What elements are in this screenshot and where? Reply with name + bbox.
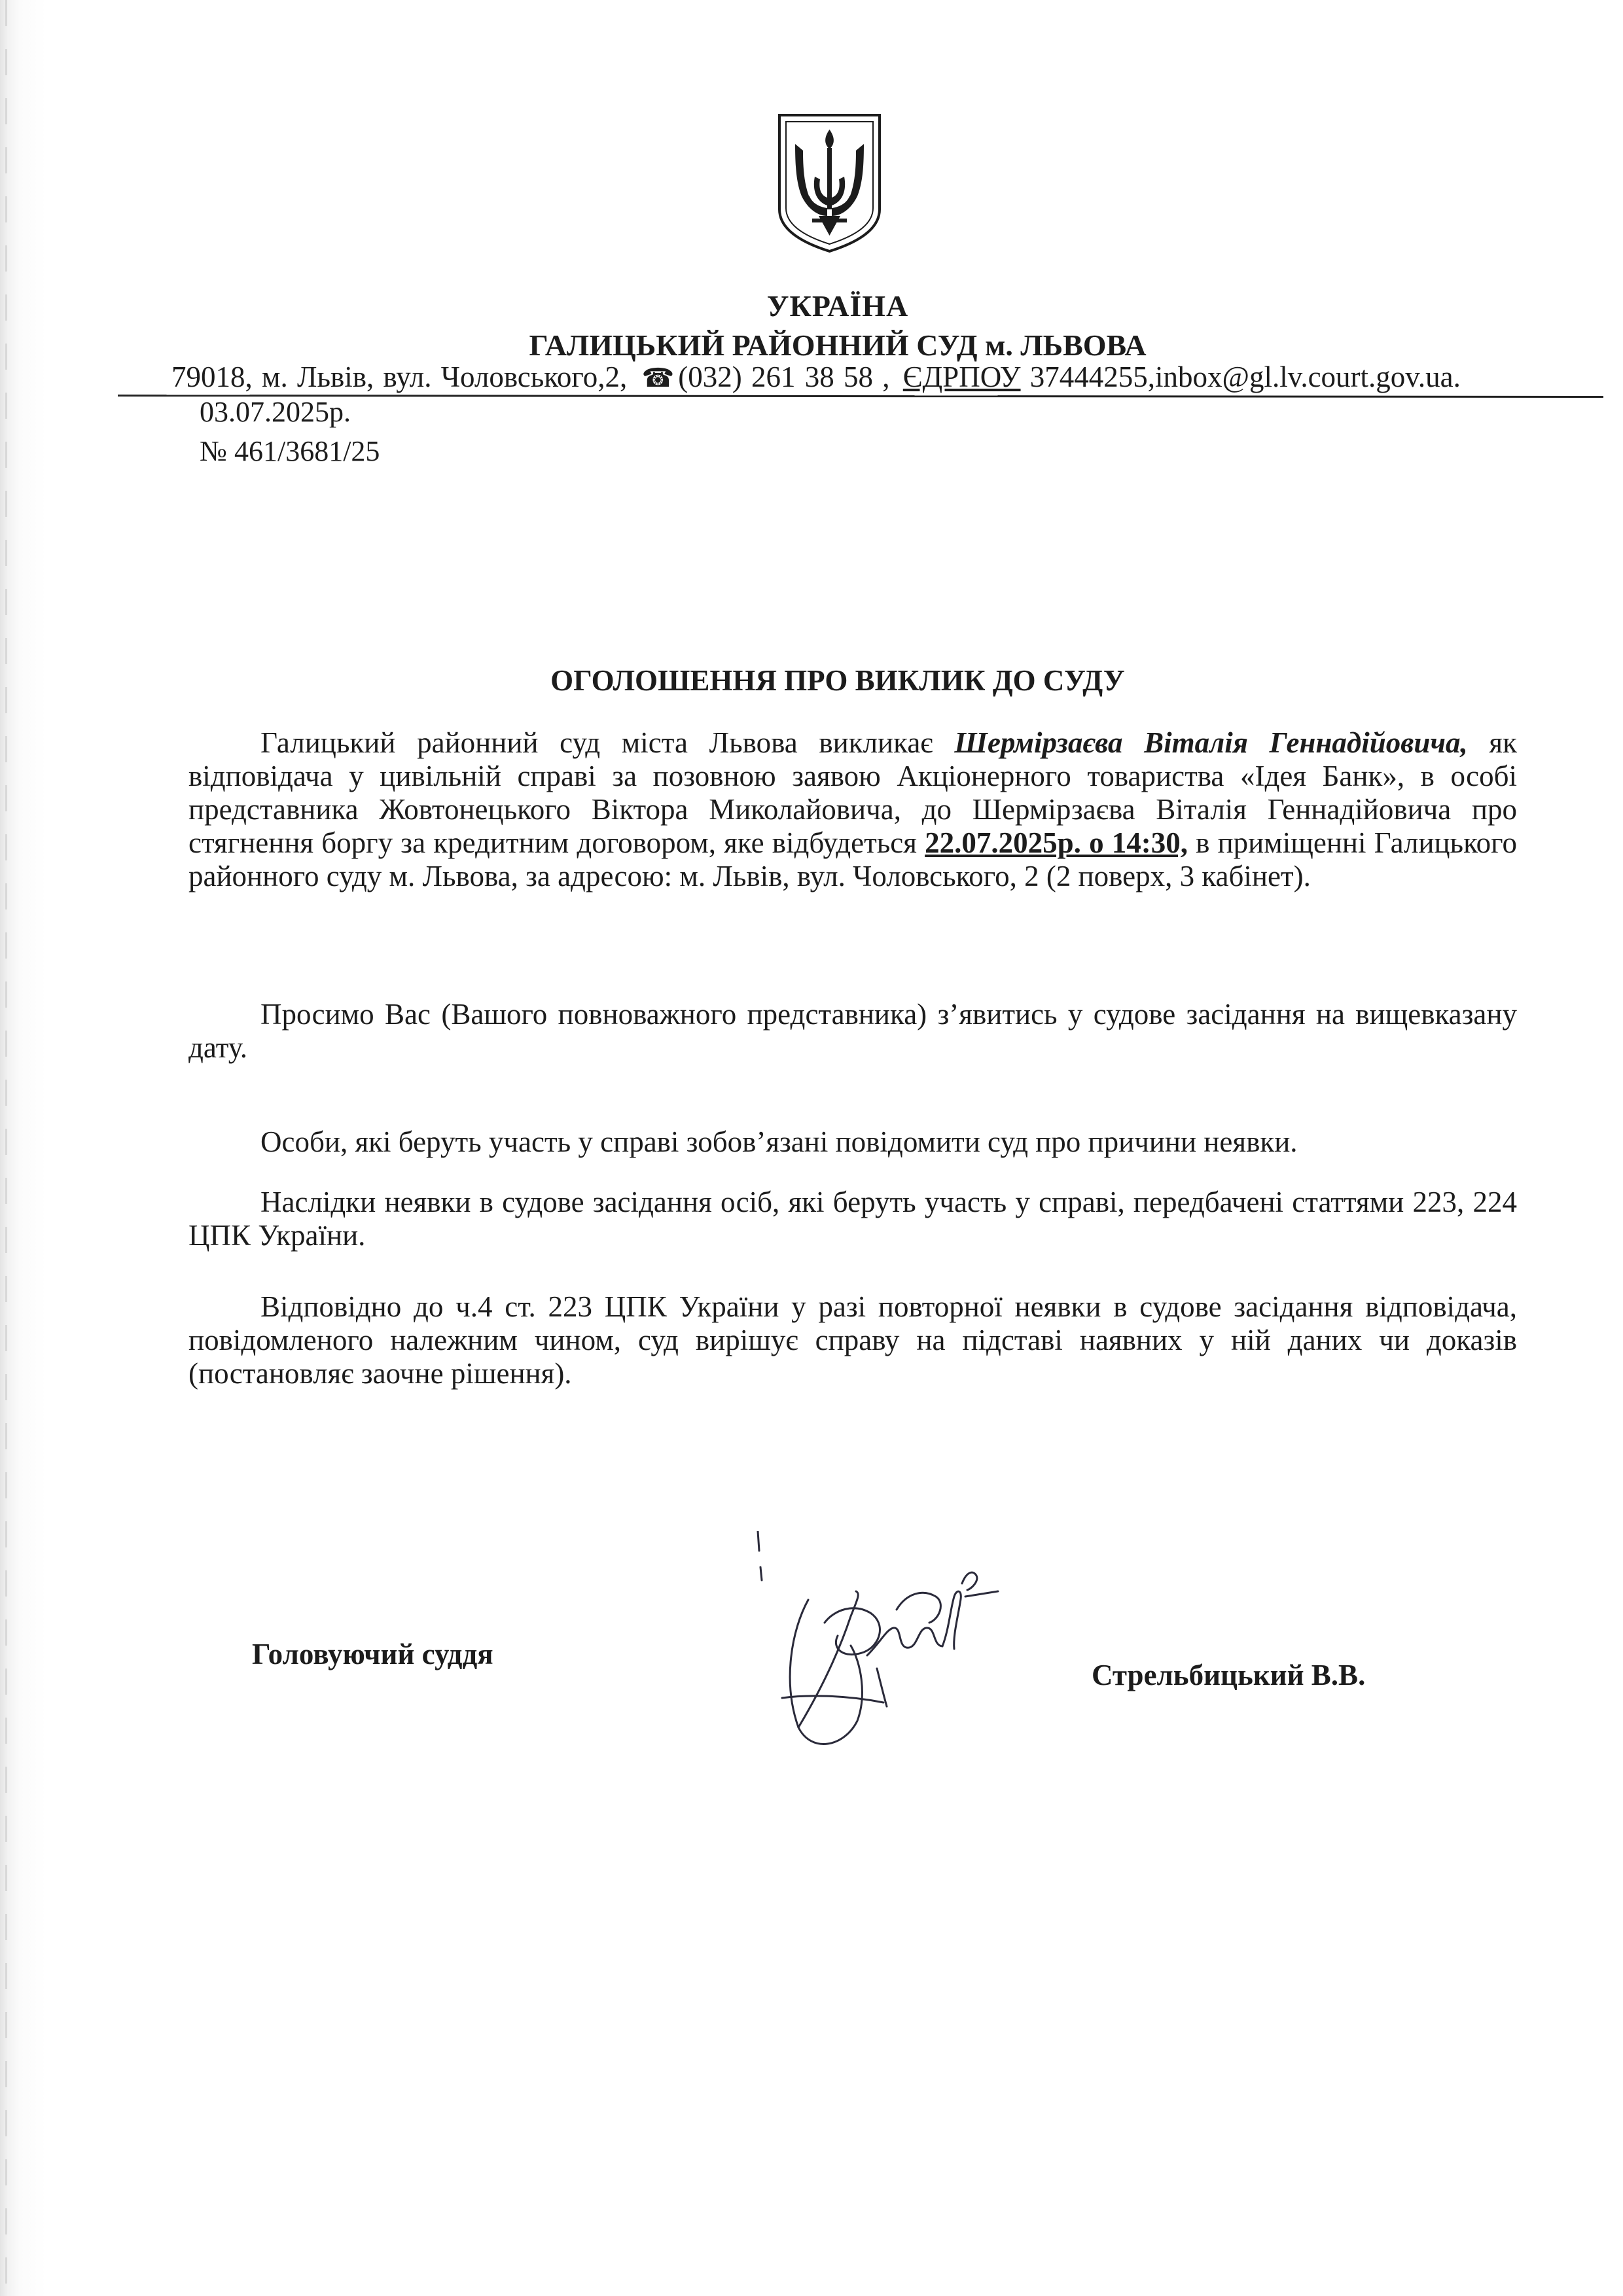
defendant-name: Шермірзаєва Віталія Геннадійовича, [954, 726, 1468, 759]
country-title: УКРАЇНА [766, 289, 909, 323]
notice-paragraph [188, 1125, 1517, 1159]
summons-paragraph [188, 726, 1517, 893]
summons-text-location: в приміщенні Галицького районного суду м. Львова, за адресою: м. Львів, вул. Чоловського, 2 (2 поверх, 3 кабінет). [188, 826, 1517, 892]
default-judgment-text: Відповідно до ч.4 ст. 223 ЦПК України у разі повторної неявки в судове засідання відповідача, повідомленого належним чином, суд вирішує справу на підставі наявних у ній даних чи доказів (постановляє заочне рішення). [188, 1290, 1517, 1390]
summons-text-case: як відповідача у цивільній справі за позовною заявою Акціонерного товариства «Ідея Банк», в особі представника Жовтонецького Віктора Миколайовича, до Шермірзаєва Віталія Геннадійовича про стягнення боргу за кредитним договором, яке відбудеться [188, 726, 1517, 859]
telephone-icon: ☎ [641, 363, 675, 393]
request-text: Просимо Вас (Вашого повноважного представника) з’явитись у судове засідання на вищевказану дату. [188, 998, 1517, 1064]
request-paragraph [188, 998, 1517, 1065]
court-phone: (032) 261 38 58 , [678, 361, 890, 393]
handwritten-signature [746, 1531, 1001, 1773]
coat-of-arms-emblem [776, 111, 883, 255]
document-date: 03.07.2025р. [200, 396, 351, 428]
consequences-paragraph [188, 1186, 1517, 1252]
summons-text-intro: Галицький районний суд міста Львова викликає [260, 726, 955, 759]
court-address: 79018, м. Львів, вул. Чоловського,2, [171, 361, 628, 393]
judge-name: Стрельбицький В.В. [1092, 1659, 1366, 1691]
judge-role: Головуючий суддя [252, 1638, 493, 1670]
document-heading: ОГОЛОШЕННЯ ПРО ВИКЛИК ДО СУДУ [550, 664, 1125, 697]
edrpou-label: ЄДРПОУ [902, 361, 1021, 393]
default-judgment-paragraph [188, 1290, 1517, 1390]
court-contact-line [171, 359, 1611, 397]
consequences-text: Наслідки неявки в судове засідання осіб, які беруть участь у справі, передбачені статтями 223, 224 ЦПК України. [188, 1186, 1517, 1252]
case-number: № 461/3681/25 [200, 435, 380, 467]
scan-edge-shadow [0, 0, 46, 2296]
notice-text: Особи, які беруть участь у справі зобов’язані повідомити суд про причини неявки. [260, 1125, 1298, 1158]
hearing-datetime: 22.07.2025р. о 14:30, [925, 826, 1188, 859]
edrpou-and-email: 37444255,inbox@gl.lv.court.gov.ua. [1029, 361, 1461, 393]
court-name: ГАЛИЦЬКИЙ РАЙОННИЙ СУД м. ЛЬВОВА [529, 328, 1147, 362]
